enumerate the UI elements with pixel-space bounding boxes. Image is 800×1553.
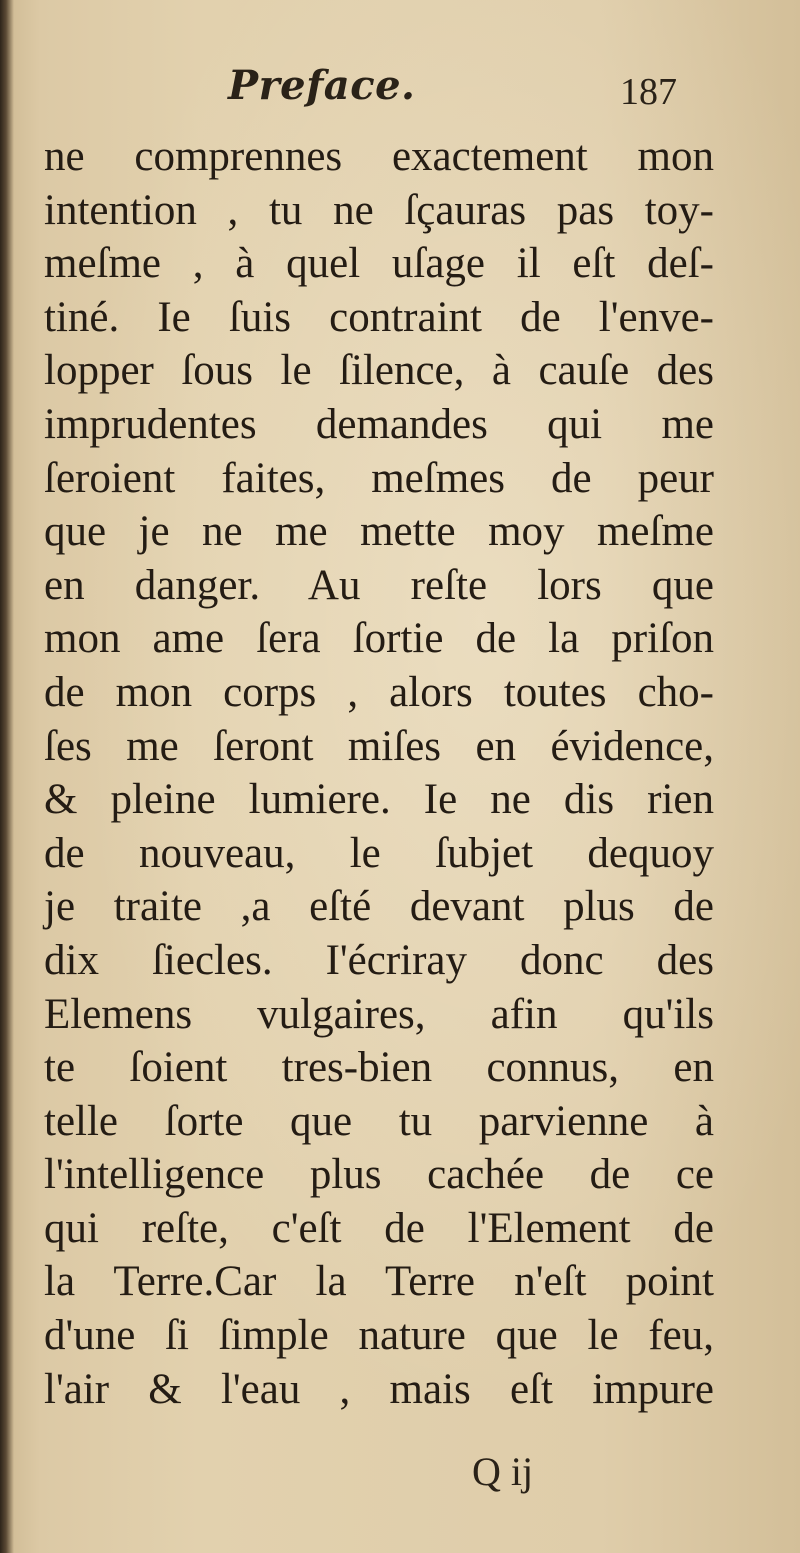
text-line: imprudentes demandes qui me bbox=[44, 400, 714, 448]
text-line: l'intelligence plus cachée de ce bbox=[44, 1151, 714, 1199]
text-line: te ſoient tres-bien connus, en bbox=[44, 1044, 714, 1092]
text-line: mon ame ſera ſortie de la priſon bbox=[44, 615, 714, 663]
text-line: lopper ſous le ſilence, à cauſe des bbox=[44, 347, 714, 395]
text-line: ne comprennes exactement mon bbox=[44, 133, 714, 180]
text-line: meſme , à quel uſage il eſt deſ- bbox=[44, 240, 714, 288]
binding-edge bbox=[0, 0, 14, 1553]
text-line: ſeroient faites, meſmes de peur bbox=[44, 454, 714, 502]
text-line: de mon corps , alors toutes cho- bbox=[44, 668, 714, 716]
text-line: de nouveau, le ſubjet dequoy bbox=[44, 829, 714, 877]
text-line: & pleine lumiere. Ie ne dis rien bbox=[44, 776, 714, 824]
text-line: l'air & l'eau , mais eſt impure bbox=[44, 1365, 714, 1413]
text-line: d'une ſi ſimple nature que le feu, bbox=[44, 1312, 714, 1360]
text-body bbox=[44, 130, 724, 1416]
text-line: dix ſiecles. I'écriray donc des bbox=[44, 936, 714, 984]
running-title: Preface. bbox=[228, 62, 416, 109]
page-number: 187 bbox=[620, 71, 677, 113]
text-line: ſes me ſeront miſes en évidence, bbox=[44, 722, 714, 770]
signature-mark: Q ij bbox=[472, 1449, 534, 1494]
text-line: en danger. Au reſte lors que bbox=[44, 561, 714, 609]
text-line: la Terre.Car la Terre n'eſt point bbox=[44, 1258, 714, 1306]
page-header bbox=[0, 62, 800, 132]
text-line: telle ſorte que tu parvienne à bbox=[44, 1097, 714, 1145]
text-line: Elemens vulgaires, afin qu'ils bbox=[44, 990, 714, 1038]
text-line: je traite ,a eſté devant plus de bbox=[44, 883, 714, 931]
text-line: que je ne me mette moy meſme bbox=[44, 508, 714, 556]
text-line: tiné. Ie ſuis contraint de l'enve- bbox=[44, 293, 714, 341]
text-line: qui reſte, c'eſt de l'Element de bbox=[44, 1204, 714, 1252]
text-line: intention , tu ne ſçauras pas toy- bbox=[44, 186, 714, 234]
